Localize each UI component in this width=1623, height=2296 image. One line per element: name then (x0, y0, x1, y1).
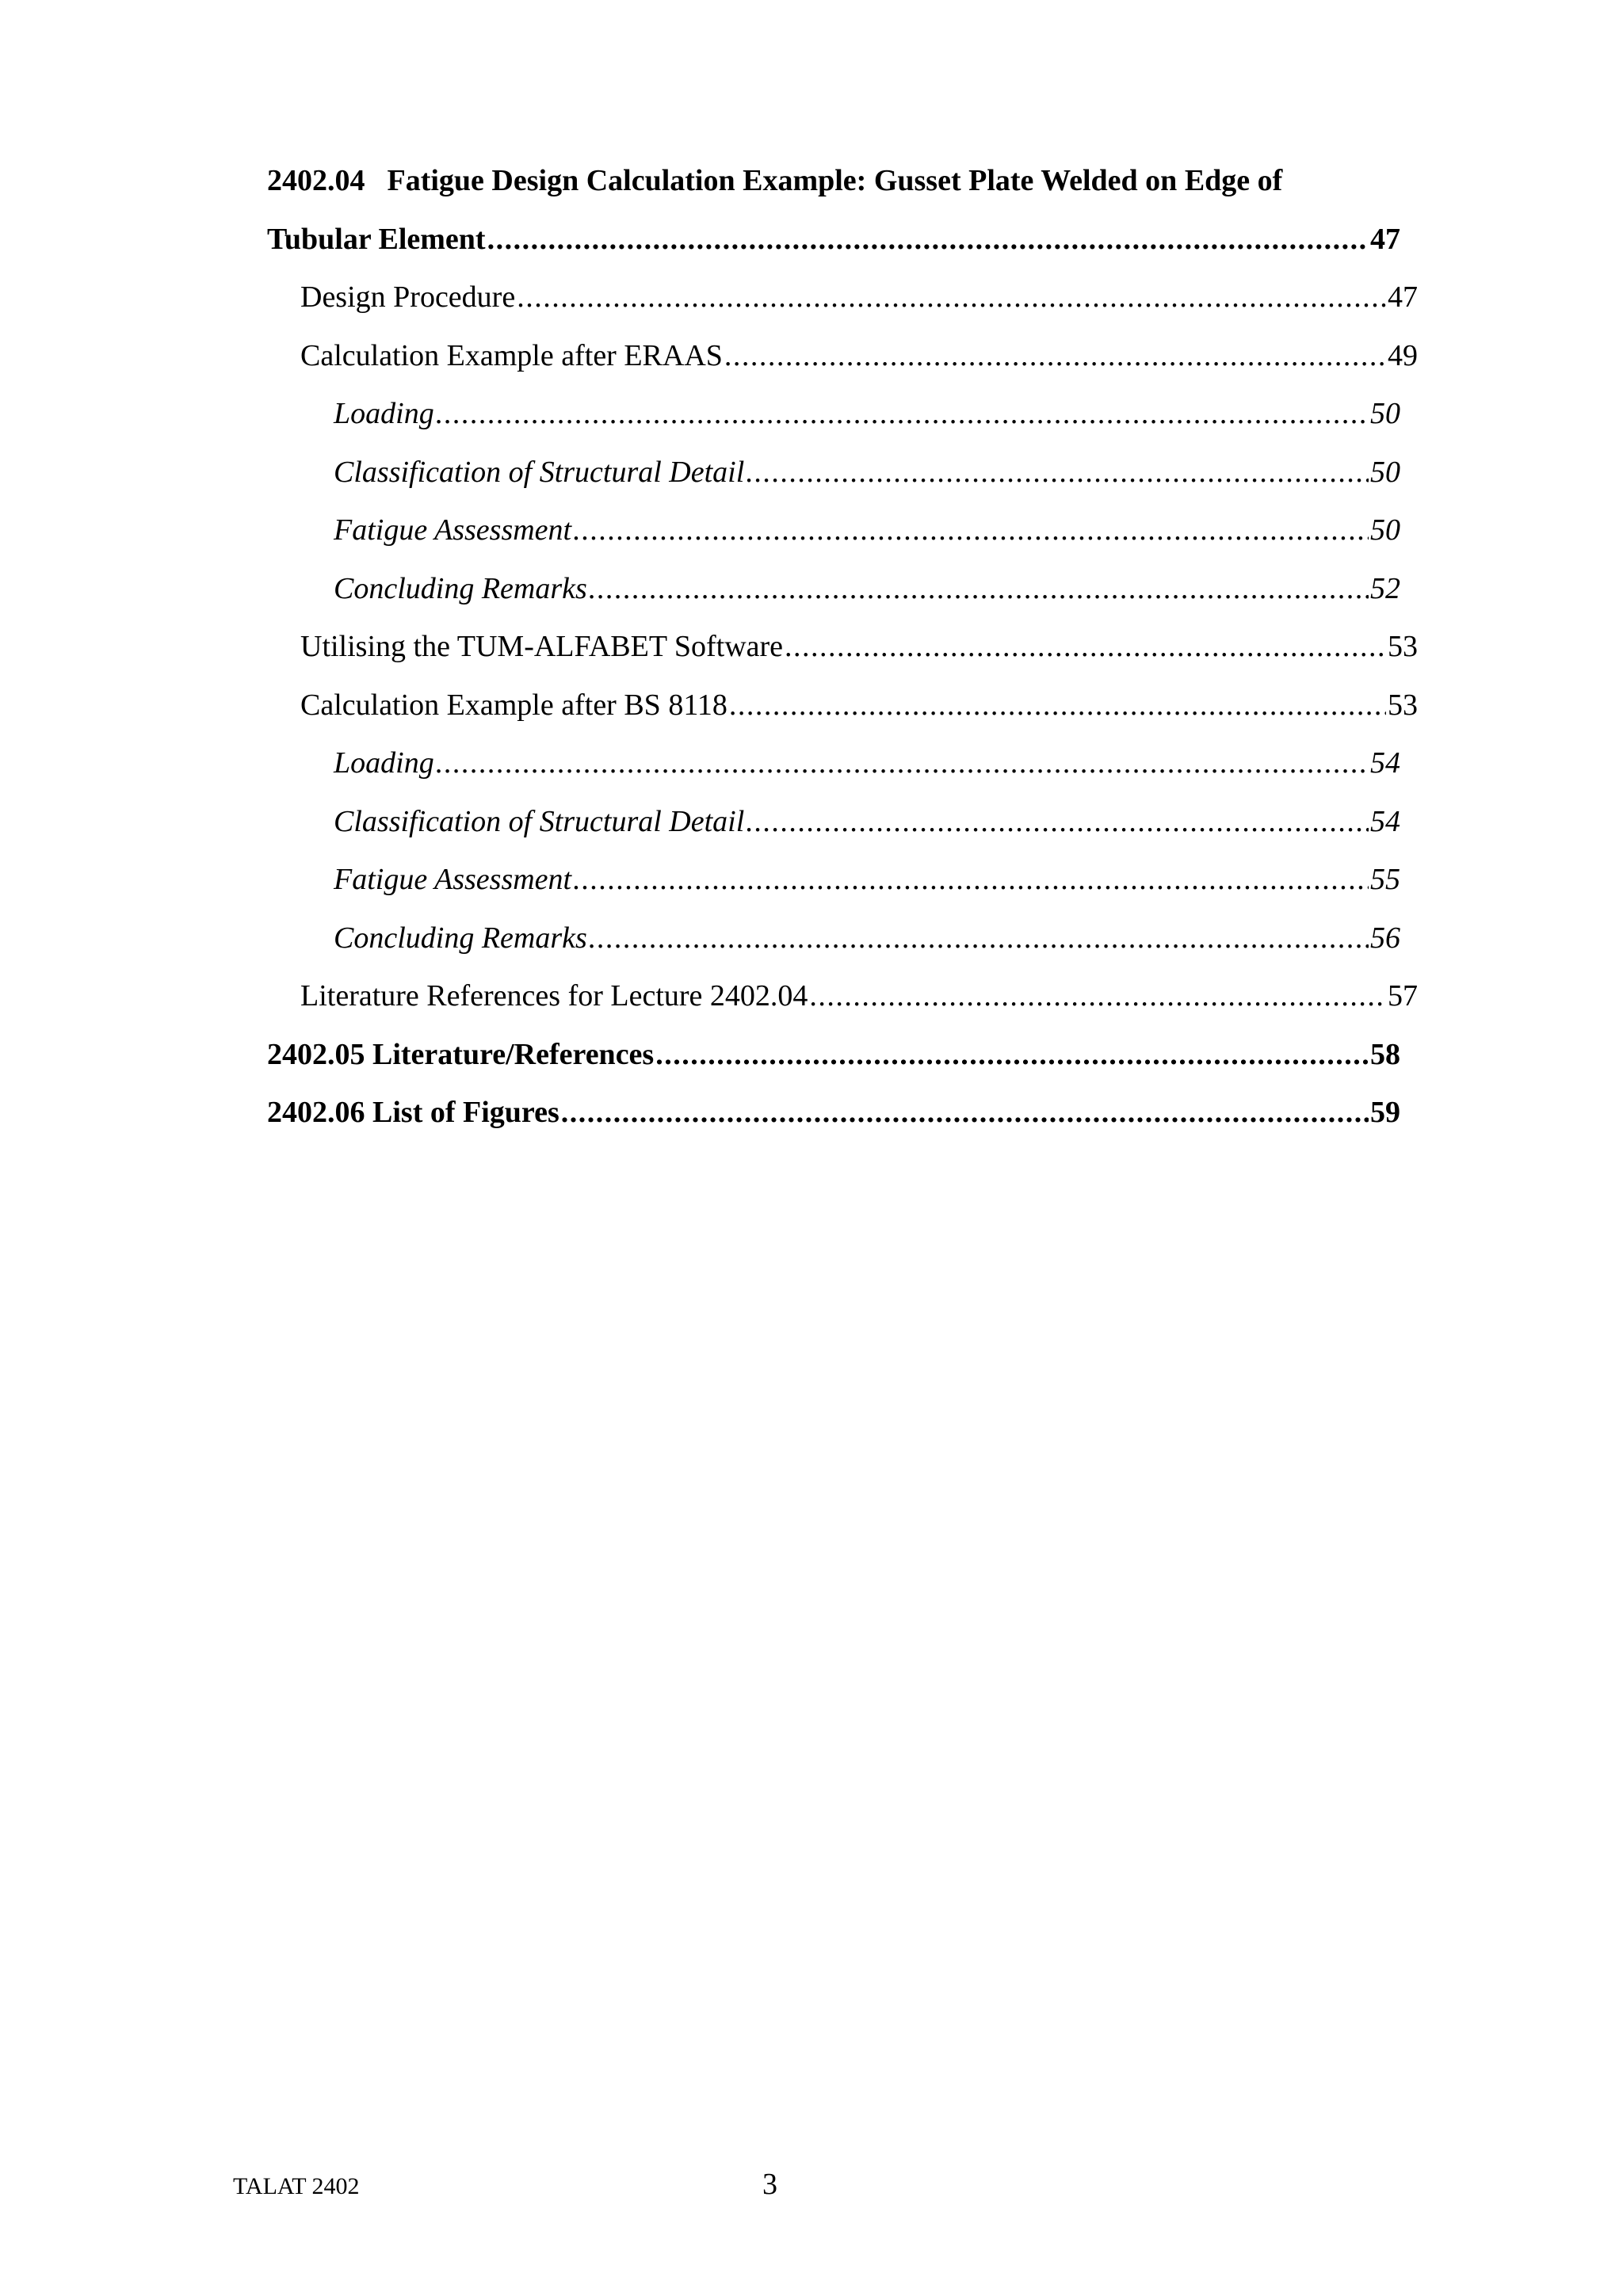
footer-page-number: 3 (762, 2168, 777, 2201)
toc-entry-loading[interactable] (267, 734, 1400, 793)
toc-heading-2402-06[interactable] (267, 1084, 1400, 1142)
toc-page-number: 54 (1370, 746, 1400, 780)
toc-entry-label: Classification of Structural Detail (334, 455, 745, 489)
toc-leader-dots (746, 444, 1369, 502)
toc-heading-number: 2402.04 (267, 164, 365, 197)
toc-leader-dots (561, 1084, 1369, 1142)
toc-heading-title-continued: Tubular Element (267, 222, 486, 256)
toc-leader-dots (589, 560, 1369, 619)
toc-leader-dots (655, 1026, 1369, 1085)
toc-entry-concluding-remarks[interactable] (267, 910, 1400, 968)
toc-page-number: 47 (1370, 222, 1400, 256)
toc-entry-label: Loading (334, 397, 434, 430)
toc-page-number: 52 (1370, 571, 1400, 605)
toc-entry-loading[interactable] (267, 385, 1400, 444)
toc-page-number: 47 (1388, 280, 1418, 314)
toc-entry-fatigue-assessment[interactable] (267, 502, 1400, 560)
toc-entry-label: Loading (334, 746, 434, 780)
toc-entry-label: Fatigue Assessment (334, 513, 572, 547)
toc-entry-label: Utilising the TUM-ALFABET Software (300, 630, 784, 663)
toc-entry-label: Literature References for Lecture 2402.04 (300, 979, 808, 1013)
toc-page-number: 53 (1388, 688, 1418, 722)
footer-doc-id: TALAT 2402 (233, 2173, 360, 2199)
toc-entry-label: Calculation Example after ERAAS (300, 338, 723, 372)
toc-leader-dots (724, 327, 1386, 386)
toc-leader-dots (517, 269, 1386, 327)
toc-leader-dots (436, 385, 1369, 444)
toc-leader-dots (573, 851, 1369, 910)
toc-leader-dots (746, 793, 1369, 852)
toc-page-number: 54 (1370, 804, 1400, 838)
toc-leader-dots (785, 618, 1386, 677)
toc-page-number: 59 (1370, 1096, 1400, 1129)
toc-heading-2402-05[interactable] (267, 1026, 1400, 1085)
toc-entry-label: Classification of Structural Detail (334, 804, 745, 838)
toc-entry-label: Design Procedure (300, 280, 516, 314)
toc-heading-title: Fatigue Design Calculation Example: Gusset Plate Welded on Edge of (387, 164, 1283, 197)
toc-leader-dots (729, 677, 1386, 735)
toc-entry-design-procedure[interactable] (267, 269, 1418, 327)
toc-heading-2402-04-line1[interactable] (267, 152, 1400, 211)
toc-leader-dots (809, 967, 1386, 1026)
toc-entry-calculation-example-eraas[interactable] (267, 327, 1418, 386)
toc-entry-classification[interactable] (267, 793, 1400, 852)
toc-page-number: 50 (1370, 455, 1400, 489)
toc-page-number: 55 (1370, 863, 1400, 896)
toc-heading-2402-04-line2[interactable] (267, 211, 1400, 269)
toc-page-number: 56 (1370, 921, 1400, 955)
toc-entry-label: 2402.06 List of Figures (267, 1096, 559, 1129)
toc-entry-literature-references-lecture[interactable] (267, 967, 1418, 1026)
toc-entry-tum-alfabet[interactable] (267, 618, 1418, 677)
toc-entry-concluding-remarks[interactable] (267, 560, 1400, 619)
toc-entry-calculation-example-bs8118[interactable] (267, 677, 1418, 735)
toc-entry-fatigue-assessment[interactable] (267, 851, 1400, 910)
toc-page-number: 49 (1388, 338, 1418, 372)
toc-page-number: 50 (1370, 513, 1400, 547)
toc-page-number: 50 (1370, 397, 1400, 430)
toc-entry-label: Concluding Remarks (334, 921, 587, 955)
toc-leader-dots (589, 910, 1369, 968)
toc-entry-label: Concluding Remarks (334, 571, 587, 605)
table-of-contents (267, 152, 1418, 1142)
toc-entry-label: Calculation Example after BS 8118 (300, 688, 727, 722)
toc-page-number: 58 (1370, 1037, 1400, 1071)
toc-leader-dots (487, 211, 1369, 269)
toc-entry-label: Fatigue Assessment (334, 863, 572, 896)
toc-entry-classification[interactable] (267, 444, 1400, 502)
toc-page-number: 53 (1388, 630, 1418, 663)
toc-page-number: 57 (1388, 979, 1418, 1013)
toc-leader-dots (573, 502, 1369, 560)
toc-leader-dots (436, 734, 1369, 793)
toc-entry-label: 2402.05 Literature/References (267, 1037, 655, 1071)
